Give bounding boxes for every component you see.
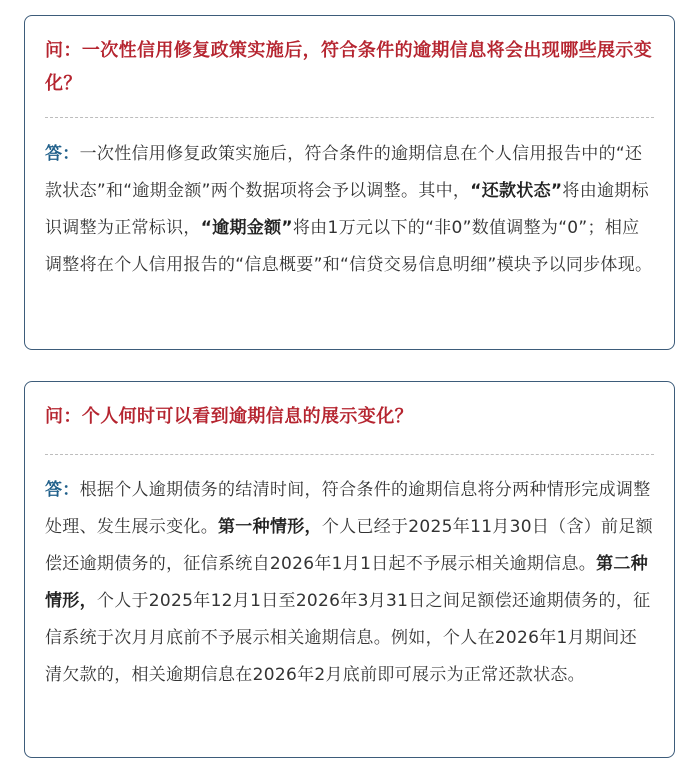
question-text: 一次性信用修复政策实施后，符合条件的逾期信息将会出现哪些展示变化？ <box>45 40 653 94</box>
qa-card-display-timing <box>24 381 675 758</box>
answer-text: 一次性信用修复政策实施后，符合条件的逾期信息在个人信用报告中的“还款状态”和“逾期金额”两个数据项将会予以调整。其中， <box>45 144 643 201</box>
answer <box>45 136 654 284</box>
answer-emphasis-case-two: 第二种情形， <box>45 554 648 611</box>
dashed-divider <box>45 454 654 455</box>
answer-emphasis-repayment-status: “还款状态” <box>470 181 563 201</box>
answer-label: 答： <box>45 480 80 500</box>
answer-text: 个人于2025年12月1日至2026年3月31日之间足额偿还逾期债务的，征信系统于次月月底前不予展示相关逾期信息。例如，个人在2026年1月期间还清欠款的，相关逾期信息在2026年2月底前即可展示为正常还款状态。 <box>45 591 651 685</box>
dashed-divider <box>45 117 654 118</box>
question <box>45 400 654 433</box>
question-label: 问： <box>45 406 82 427</box>
answer-emphasis-overdue-amount: “逾期金额” <box>200 218 293 238</box>
answer-text: 将由逾期标识调整为正常标识， <box>45 181 649 238</box>
answer-text: 根据个人逾期债务的结清时间，符合条件的逾期信息将分两种情形完成调整处理、发生展示变化。 <box>45 480 651 537</box>
answer-text: 将由1万元以下的“非0”数值调整为“0”；相应调整将在个人信用报告的“信息概要”和“信贷交易信息明细”模块予以同步体现。 <box>45 218 653 275</box>
answer-emphasis-case-one: 第一种情形， <box>218 517 322 537</box>
answer-text: 个人已经于2025年11月30日（含）前足额偿还逾期债务的，征信系统自2026年1月1日起不予展示相关逾期信息。 <box>45 517 653 574</box>
answer <box>45 472 654 694</box>
answer-label: 答： <box>45 144 80 164</box>
qa-card-credit-repair-changes <box>24 15 675 350</box>
question-text: 个人何时可以看到逾期信息的展示变化？ <box>81 406 414 427</box>
question-label: 问： <box>45 40 82 61</box>
question <box>45 34 654 100</box>
